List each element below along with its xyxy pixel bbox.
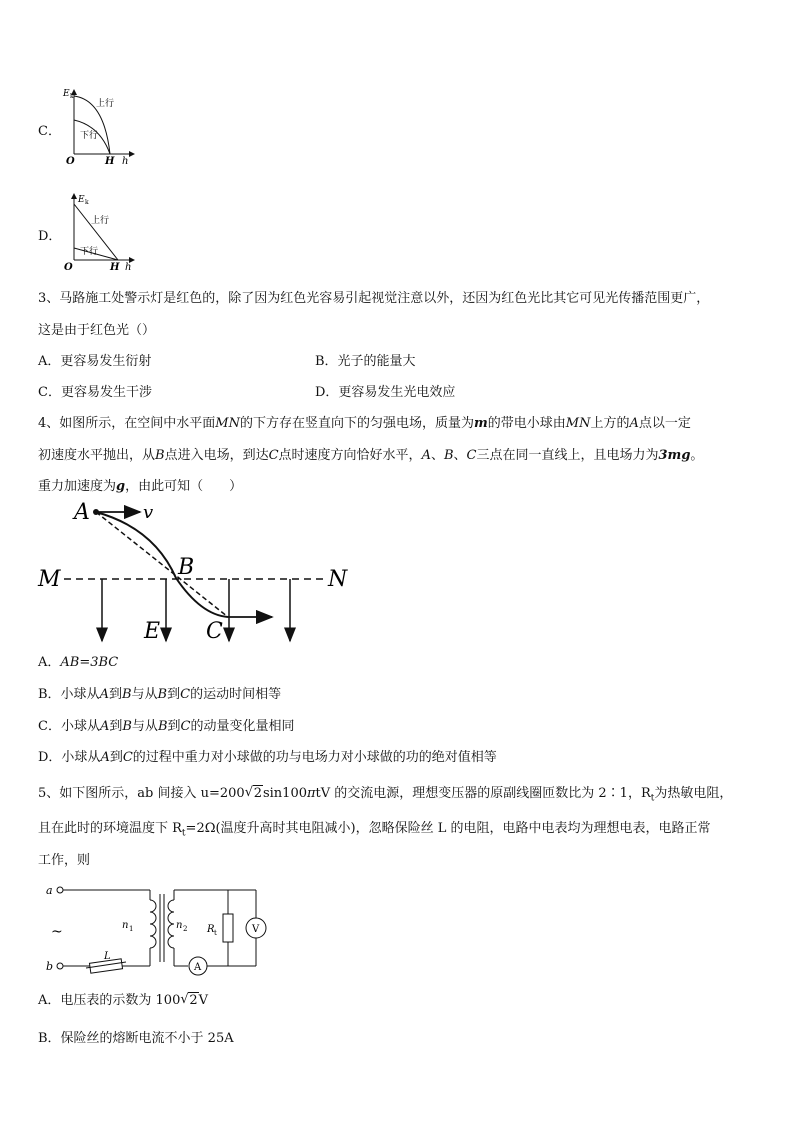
- option-d-label: D．: [38, 229, 62, 244]
- primary-coil: [150, 900, 156, 948]
- q3-option-b: B．光子的能量大: [315, 354, 416, 369]
- svg-text:V: V: [252, 924, 260, 935]
- secondary-coil: [168, 900, 174, 948]
- svg-text:1: 1: [129, 925, 134, 933]
- option-d-graph: [60, 190, 140, 274]
- ek-axis-label: E: [63, 89, 70, 99]
- terminal-b: [57, 963, 63, 969]
- thermistor-Rt: [223, 914, 233, 942]
- origin-label: O: [66, 156, 75, 166]
- svg-text:H: H: [110, 262, 120, 273]
- q4-option-b: B．小球从A到B与从B到C的运动时间相等: [38, 687, 282, 702]
- terminal-a: [57, 887, 63, 893]
- svg-text:A: A: [194, 962, 202, 973]
- q3-option-c: C．更容易发生干涉: [38, 385, 152, 400]
- svg-text:k: k: [85, 199, 89, 206]
- svg-text:k: k: [70, 93, 74, 100]
- x-tick-H: H: [105, 156, 115, 166]
- svg-text:上行: 上行: [91, 216, 110, 226]
- q3-option-d: D．更容易发生光电效应: [315, 385, 456, 400]
- label-B: B: [178, 555, 195, 580]
- q5-stem-line1: 5、如下图所示，ab 间接入 u=200 √ 2sin100πtV 的交流电源，理想变压器的原副线圈匝数比为 2∶1，$R_t$为热敏电阻，: [38, 785, 733, 804]
- svg-text:下行: 下行: [80, 247, 99, 257]
- q5-option-b: B．保险丝的熔断电流不小于 25A: [38, 1031, 234, 1046]
- svg-text:O: O: [64, 262, 73, 273]
- svg-text:a: a: [46, 884, 53, 897]
- label-M: M: [38, 567, 61, 592]
- label-E: E: [144, 619, 161, 644]
- label-N: N: [328, 567, 348, 592]
- ac-source-symbol: ~: [51, 924, 63, 940]
- point-A: [93, 509, 99, 515]
- q5-stem-line3: 工作，则: [38, 853, 91, 868]
- q5-option-a: A．电压表的示数为 100 √ 2V: [38, 992, 209, 1008]
- abc-straight-line: [96, 512, 228, 617]
- q4-stem-line3: 重力加速度为g，由此可知（ ）: [38, 479, 243, 494]
- q4-option-d: D．小球从A到C的过程中重力对小球做的功与电场力对小球做的功的绝对值相等: [38, 750, 497, 765]
- x-axis-label: h: [122, 156, 129, 166]
- q4-option-c: C．小球从A到B与从B到C的动量变化量相同: [38, 719, 295, 734]
- svg-text:h: h: [125, 262, 132, 273]
- option-c-label: C．: [38, 124, 61, 139]
- svg-text:R: R: [207, 924, 215, 935]
- q5-transformer-circuit: [40, 880, 280, 980]
- svg-text:t: t: [214, 929, 217, 937]
- series-label-down: 下行: [80, 131, 99, 141]
- q5-stem-line2: 且在此时的环境温度下 $R_t=2\Omega$(温度升高时其电阻减小)，忽略保险丝 L 的电阻，电路中电表均为理想电表，电路正常: [38, 821, 711, 839]
- label-v: v: [143, 502, 154, 523]
- svg-text:E: E: [78, 195, 85, 205]
- q3-stem-line1: 3、马路施工处警示灯是红色的，除了因为红色光容易引起视觉注意以外，还因为红色光比其它可见光传播范围更广，: [38, 291, 710, 306]
- option-c-graph: [60, 86, 140, 166]
- q3-stem-line2: 这是由于红色光（）: [38, 323, 156, 338]
- q3-option-a: A．更容易发生衍射: [38, 354, 152, 369]
- q4-trajectory-figure: [36, 498, 366, 648]
- svg-text:n: n: [122, 920, 129, 931]
- series-label-up: 上行: [96, 99, 115, 109]
- svg-text:L: L: [104, 951, 111, 962]
- q4-option-a: A．AB=3BC: [38, 655, 119, 670]
- label-A: A: [74, 500, 90, 525]
- label-C: C: [206, 619, 223, 644]
- svg-text:2: 2: [183, 925, 188, 933]
- svg-text:n: n: [176, 920, 183, 931]
- q4-stem-line2: 初速度水平抛出，从B点进入电场，到达C点时速度方向恰好水平，A、B、C三点在同一直线上，且电场力为3mg。: [38, 448, 704, 463]
- svg-text:b: b: [46, 960, 54, 973]
- q4-stem-line1: 4、如图所示，在空间中水平面MN的下方存在竖直向下的匀强电场，质量为m的带电小球由MN上方的A点以一定: [38, 416, 691, 431]
